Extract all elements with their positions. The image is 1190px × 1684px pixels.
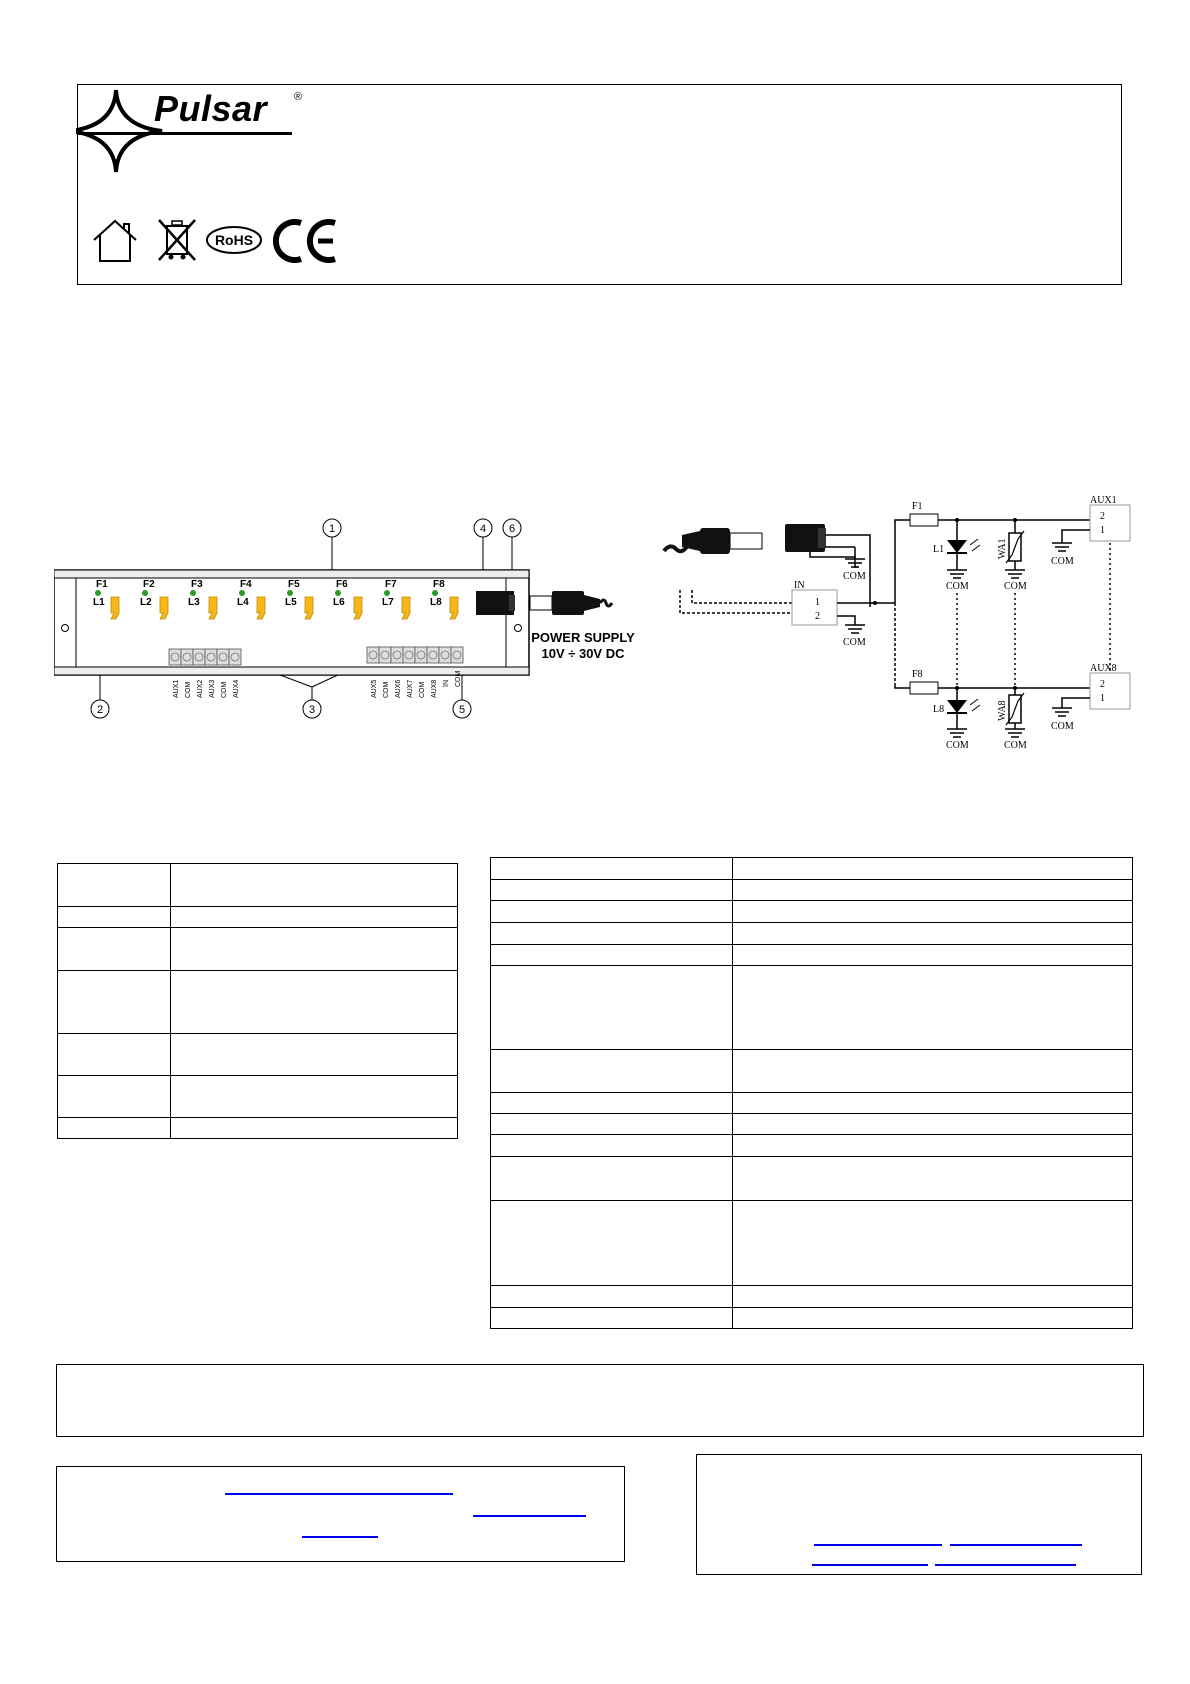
contact-link[interactable] (950, 1544, 1082, 1546)
weee-bin-icon (155, 216, 199, 264)
table-cell (491, 901, 733, 923)
table-cell (58, 928, 171, 971)
terminal-label: COM (455, 670, 462, 687)
led-symbol-icon (947, 700, 967, 713)
led-label: L6 (333, 597, 345, 608)
table-cell (171, 864, 458, 907)
terminal-label: AUX4 (233, 679, 240, 698)
table-cell (733, 1050, 1133, 1093)
fuse-label: F2 (143, 579, 155, 590)
aux-pin: 1 (1100, 525, 1105, 536)
terminal-label: AUX7 (407, 679, 414, 698)
led-indicator-icon (287, 590, 293, 596)
table-cell (171, 1076, 458, 1118)
com-label: COM (1051, 721, 1074, 732)
table-cell (491, 923, 733, 945)
led-indicator-icon (432, 590, 438, 596)
table-cell (171, 1118, 458, 1139)
table-cell (491, 1050, 733, 1093)
led-top-label: L1 (933, 544, 945, 555)
callout-number: 2 (96, 704, 104, 716)
fuse-label: F6 (336, 579, 348, 590)
callout-number: 5 (458, 704, 466, 716)
table-cell (733, 1308, 1133, 1329)
table-cell (733, 945, 1133, 966)
table-cell (491, 1135, 733, 1157)
terminal-label: AUX8 (431, 679, 438, 698)
brand-underline (78, 132, 292, 135)
table-cell (491, 880, 733, 901)
fuse-bottom-label: F8 (912, 669, 923, 680)
aux-top-label: AUX1 (1090, 495, 1117, 506)
terminal-label: AUX1 (173, 679, 180, 698)
led-indicator-icon (335, 590, 341, 596)
callout-number: 4 (479, 523, 487, 535)
fuse-label: F4 (240, 579, 252, 590)
table-cell (491, 1093, 733, 1114)
in-pin: 2 (815, 611, 820, 622)
table-cell (733, 901, 1133, 923)
varistor-bottom-label: WA8 (997, 700, 1008, 721)
weee-info-box (56, 1466, 625, 1562)
terminal-label: COM (419, 681, 426, 698)
terminal-label: AUX2 (197, 679, 204, 698)
power-supply-voltage: 10V ÷ 30V DC (541, 646, 625, 661)
weee-link[interactable] (302, 1536, 378, 1538)
com-label: COM (843, 571, 866, 582)
table-cell (58, 1118, 171, 1139)
com-label: COM (1004, 581, 1027, 592)
rohs-label: RoHS (214, 232, 254, 248)
table-cell (733, 1286, 1133, 1308)
table-cell (491, 945, 733, 966)
fuse-label: F3 (191, 579, 203, 590)
led-indicator-icon (142, 590, 148, 596)
aux-pin: 1 (1100, 693, 1105, 704)
table-cell (733, 858, 1133, 880)
led-label: L3 (188, 597, 200, 608)
callout-number: 3 (308, 704, 316, 716)
dc-plug-icon (664, 528, 762, 554)
led-bottom-label: L8 (933, 704, 945, 715)
wiring-schematic (660, 495, 1135, 775)
table-cell (171, 928, 458, 971)
technical-parameters-table (490, 857, 1133, 1329)
element-description-table (57, 863, 458, 1139)
table-cell (58, 1076, 171, 1118)
weee-link[interactable] (225, 1493, 453, 1495)
led-indicator-icon (384, 590, 390, 596)
terminal-label: IN (443, 680, 450, 687)
table-cell (491, 1157, 733, 1201)
table-cell (491, 1201, 733, 1286)
table-cell (491, 1308, 733, 1329)
led-label: L2 (140, 597, 152, 608)
registered-mark: ® (294, 91, 303, 103)
com-label: COM (843, 637, 866, 648)
contact-link[interactable] (814, 1544, 942, 1546)
table-cell (733, 966, 1133, 1050)
rohs-icon (205, 225, 263, 255)
table-cell (491, 966, 733, 1050)
callout-number: 1 (328, 523, 336, 535)
in-label: IN (794, 580, 805, 591)
terminal-label: AUX6 (395, 679, 402, 698)
table-cell (171, 971, 458, 1034)
table-cell (491, 1286, 733, 1308)
com-label: COM (946, 581, 969, 592)
table-cell (58, 907, 171, 928)
power-supply-label: POWER SUPPLY (531, 630, 635, 645)
com-label: COM (1004, 740, 1027, 751)
dc-socket-icon (476, 591, 514, 615)
in-pin: 1 (815, 597, 820, 608)
callout-number: 6 (508, 523, 516, 535)
fuse-label: F7 (385, 579, 397, 590)
led-label: L5 (285, 597, 297, 608)
table-cell (58, 971, 171, 1034)
dc-plug-icon (530, 591, 612, 615)
led-symbol-icon (947, 540, 967, 553)
fuse-top-label: F1 (912, 501, 923, 512)
led-indicator-icon (190, 590, 196, 596)
terminal-label: COM (221, 681, 228, 698)
led-label: L1 (93, 597, 105, 608)
com-label: COM (946, 740, 969, 751)
table-cell (171, 907, 458, 928)
table-cell (58, 1034, 171, 1076)
terminal-block-left (169, 649, 241, 665)
led-indicator-icon (95, 590, 101, 596)
varistor-top-label: WA1 (997, 538, 1008, 559)
fuse-label: F8 (433, 579, 445, 590)
com-label: COM (1051, 556, 1074, 567)
weee-link[interactable] (473, 1515, 586, 1517)
ce-mark-icon (271, 218, 339, 264)
notice-box (56, 1364, 1144, 1437)
table-cell (491, 1114, 733, 1135)
aux-pin: 2 (1100, 511, 1105, 522)
table-cell (733, 1157, 1133, 1201)
led-indicator-icon (239, 590, 245, 596)
terminal-label: COM (185, 681, 192, 698)
house-icon (90, 218, 140, 264)
aux-pin: 2 (1100, 679, 1105, 690)
fuse-label: F5 (288, 579, 300, 590)
fuse-label: F1 (96, 579, 108, 590)
table-cell (733, 1114, 1133, 1135)
table-cell (58, 864, 171, 907)
table-cell (491, 858, 733, 880)
contact-box (696, 1454, 1142, 1575)
aux-bottom-label: AUX8 (1090, 663, 1117, 674)
terminal-label: AUX5 (371, 679, 378, 698)
led-label: L8 (430, 597, 442, 608)
table-cell (733, 1135, 1133, 1157)
table-cell (733, 880, 1133, 901)
contact-link[interactable] (812, 1564, 928, 1566)
led-label: L7 (382, 597, 394, 608)
terminal-label: AUX3 (209, 679, 216, 698)
contact-link[interactable] (935, 1564, 1076, 1566)
brand-name: Pulsar (154, 88, 268, 129)
table-cell (733, 923, 1133, 945)
device-layout-diagram (54, 515, 654, 735)
table-cell (733, 1201, 1133, 1286)
table-cell (171, 1034, 458, 1076)
led-label: L4 (237, 597, 249, 608)
terminal-label: COM (383, 681, 390, 698)
table-cell (733, 1093, 1133, 1114)
